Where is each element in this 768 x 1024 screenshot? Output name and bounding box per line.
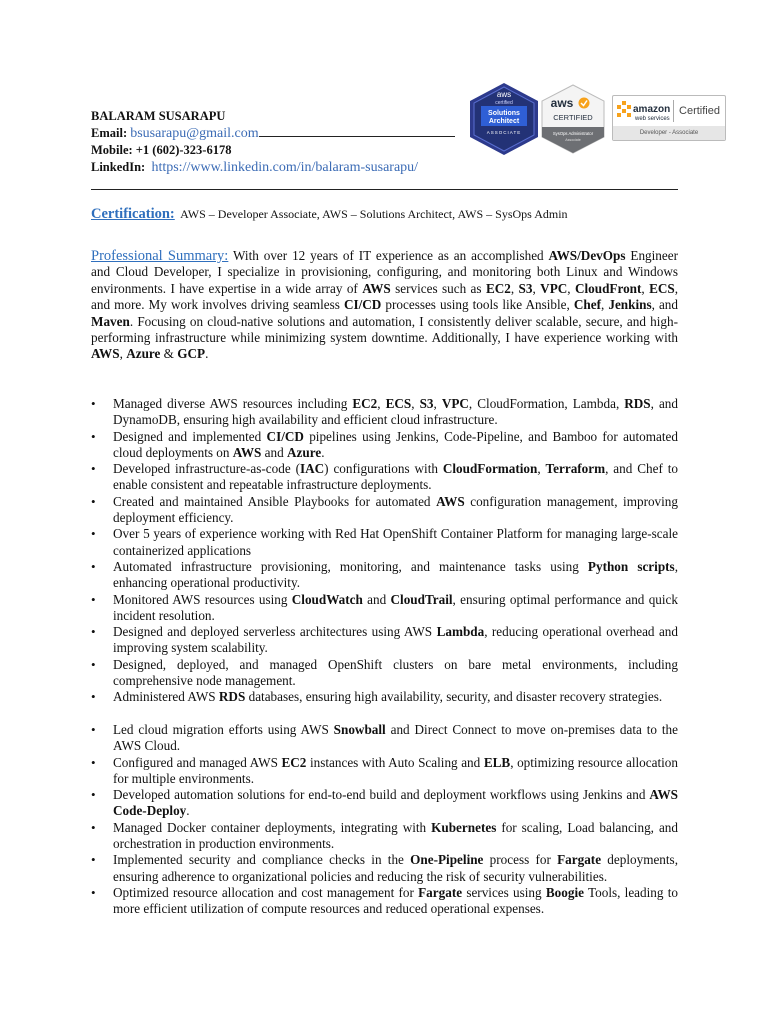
- bold-term: CloudFormation: [442, 461, 538, 477]
- bullet-icon: •: [91, 689, 96, 705]
- list-item: [91, 657, 678, 690]
- header-divider: [91, 189, 678, 190]
- text-run: Automated infrastructure provisioning, monitoring, and maintenance tasks using: [113, 558, 588, 574]
- list-item: [91, 559, 678, 592]
- b3-certified-text: Certified: [679, 105, 720, 117]
- text-run: pipelines using Jenkins, Code-Pipeline, and Bamboo for automated cloud deployments on: [113, 428, 678, 460]
- bold-term: Terraform: [545, 461, 606, 477]
- bold-term: Azure: [287, 444, 322, 460]
- bullet-icon: •: [91, 493, 96, 509]
- text-run: Managed Docker container deployments, integrating with: [113, 819, 432, 835]
- text-run: ,: [411, 396, 420, 411]
- bold-term: Lambda: [436, 624, 485, 640]
- bold-term: S3: [419, 396, 434, 411]
- bullet-icon: •: [91, 624, 96, 640]
- b2-level-text: Associate: [565, 138, 581, 142]
- bullet-icon: •: [91, 787, 96, 803]
- text-run: With over 12 years of IT experience as an accomplished: [228, 248, 549, 263]
- bold-term: ECS: [385, 396, 412, 411]
- bold-term: RDS: [218, 689, 246, 705]
- bold-term: CI/CD: [266, 428, 304, 444]
- text-run: Led cloud migration efforts using AWS: [113, 721, 334, 737]
- developer-associate-badge: [612, 95, 726, 141]
- text-run: ,: [537, 461, 546, 477]
- list-item: [91, 755, 678, 788]
- bullet-icon: •: [91, 884, 96, 900]
- text-run: Monitored AWS resources using: [113, 591, 292, 607]
- bold-term: CI/CD: [343, 297, 382, 313]
- linkedin-label: LinkedIn:: [91, 159, 146, 174]
- contact-header: [91, 108, 455, 176]
- bold-term: AWS: [91, 346, 120, 362]
- list-item: [91, 624, 678, 657]
- text-run: services using: [462, 884, 546, 900]
- email-line: [91, 125, 455, 143]
- text-run: Developed infrastructure-as-code (: [113, 461, 300, 477]
- bold-term: VPC: [441, 396, 469, 411]
- list-item: [91, 494, 678, 527]
- bold-term: Maven: [91, 313, 130, 329]
- bold-term: Fargate: [418, 884, 463, 900]
- bold-term: Azure: [126, 346, 161, 362]
- summary-text: [91, 248, 678, 361]
- bullet-icon: •: [91, 461, 96, 477]
- bold-term: VPC: [540, 280, 568, 296]
- bold-term: Kubernetes: [431, 819, 497, 835]
- text-run: , reducing operational overhead and improving system scalability.: [113, 624, 678, 656]
- text-run: services such as: [390, 280, 486, 296]
- bold-term: Python scripts: [587, 558, 675, 574]
- text-run: , ensuring optimal performance and quick incident resolution.: [113, 591, 678, 623]
- linkedin-line: [91, 159, 455, 177]
- text-run: Designed and deployed serverless architectures using AWS: [113, 624, 437, 640]
- text-run: Engineer and Cloud Developer, I specialize in provisioning, configuring, and monitoring both Linux and Windows environments. I have expertise in a wide array of: [91, 248, 679, 296]
- bold-term: IAC: [299, 461, 325, 477]
- text-run: Managed diverse AWS resources including: [113, 396, 353, 411]
- list-item: [91, 787, 678, 820]
- text-run: process for: [483, 852, 558, 868]
- text-run: Over 5 years of experience working with Red Hat OpenShift Container Platform for managing large-scale containerized applications: [113, 526, 678, 558]
- text-run: Designed, deployed, and managed OpenShift clusters on bare metal environments, including comprehensive node management.: [113, 656, 678, 689]
- b2-role-text: SysOps Administrator: [552, 131, 594, 136]
- text-run: Optimized resource allocation and cost management for: [113, 884, 419, 900]
- bold-term: One-Pipeline: [410, 852, 484, 868]
- b1-aws-text: aws: [496, 90, 512, 99]
- bold-term: AWS: [436, 493, 465, 509]
- list-item: [91, 396, 678, 429]
- text-run: Designed and implemented: [113, 428, 267, 444]
- bullet-icon: •: [91, 558, 96, 574]
- text-run: , and: [651, 297, 678, 313]
- text-run: ,: [641, 280, 650, 296]
- text-run: , and more. My work involves driving seamless: [91, 280, 679, 313]
- list-item: [91, 885, 678, 918]
- bullet-icon: •: [91, 526, 96, 542]
- email-underline: [259, 126, 455, 137]
- text-run: , enhancing operational productivity.: [113, 558, 678, 591]
- text-run: ,: [567, 280, 575, 296]
- experience-bullet-list: [91, 396, 678, 918]
- bold-term: GCP: [177, 346, 206, 362]
- bold-term: AWS: [232, 444, 262, 460]
- b1-line2-text: Architect: [488, 118, 520, 125]
- bullet-icon: •: [91, 428, 96, 444]
- sysops-administrator-badge: [540, 84, 606, 154]
- list-item: [91, 852, 678, 885]
- linkedin-link[interactable]: https://www.linkedin.com/in/balaram-susarapu/: [151, 159, 419, 175]
- text-run: .: [205, 346, 209, 362]
- text-run: , and Chef to enable consistent and repeatable infrastructure deployments.: [113, 461, 678, 493]
- list-item: [91, 461, 678, 494]
- text-run: Configured and managed AWS: [113, 754, 282, 770]
- text-run: .: [321, 444, 325, 460]
- text-run: processes using tools like Ansible,: [381, 297, 574, 313]
- bold-term: AWS/DevOps: [548, 248, 626, 263]
- b3-top: [613, 96, 725, 126]
- aws-logo-icon: [613, 96, 673, 126]
- b1-level-text: ASSOCIATE: [486, 130, 522, 135]
- text-run: &: [160, 346, 178, 362]
- bullet-icon: •: [91, 396, 96, 411]
- text-run: instances with Auto Scaling and: [306, 754, 484, 770]
- bold-term: ECS: [649, 280, 675, 296]
- text-run: deployments, ensuring adherence to organizational policies and reducing the risk of security vulnerabilities.: [113, 852, 678, 884]
- bold-term: EC2: [485, 280, 511, 296]
- b3-role-text: Developer - Associate: [613, 126, 725, 140]
- bullet-icon: •: [91, 852, 96, 868]
- bold-term: RDS: [624, 396, 651, 411]
- bold-term: EC2: [352, 396, 378, 411]
- bold-term: CloudTrail: [390, 591, 453, 607]
- list-item: [91, 592, 678, 625]
- b3-ws-text: web services: [635, 116, 670, 122]
- bold-term: EC2: [281, 754, 307, 770]
- bold-term: CloudFront: [574, 280, 642, 296]
- b2-aws-text: aws: [550, 96, 574, 110]
- text-run: .: [186, 803, 190, 819]
- list-item: [91, 820, 678, 853]
- bold-term: AWS Code-Deploy: [113, 787, 678, 819]
- text-run: configuration management, improving deployment efficiency.: [113, 493, 678, 526]
- text-run: , CloudFormation, Lambda,: [468, 396, 625, 411]
- summary-label: Professional Summary:: [91, 248, 229, 264]
- bullet-icon: •: [91, 754, 96, 770]
- solutions-architect-badge: [467, 82, 541, 156]
- certification-label: Certification:: [91, 206, 175, 222]
- text-run: and: [362, 591, 391, 607]
- text-run: Created and maintained Ansible Playbooks for automated: [113, 493, 437, 509]
- text-run: and: [261, 444, 288, 460]
- candidate-name: BALARAM SUSARAPU: [91, 109, 226, 123]
- text-run: , and DynamoDB, ensuring high availability and efficient cloud infrastructure.: [113, 396, 678, 428]
- bold-term: Chef: [573, 297, 601, 313]
- text-run: ,: [433, 396, 442, 411]
- email-label: Email:: [91, 125, 128, 140]
- list-item: [91, 526, 678, 559]
- bullet-icon: •: [91, 591, 96, 607]
- text-run: ) configurations with: [324, 461, 443, 477]
- bold-term: ELB: [483, 754, 511, 770]
- bold-term: CloudWatch: [291, 591, 363, 607]
- bold-term: Fargate: [557, 852, 602, 868]
- email-link[interactable]: bsusarapu@gmail.com: [130, 125, 259, 141]
- text-run: Tools, leading to more efficient utilization of compute resources and reduced operational expenses.: [113, 884, 678, 917]
- certification-line: [91, 206, 568, 223]
- list-item: [91, 689, 678, 722]
- text-run: ,: [600, 297, 609, 313]
- text-run: Administered AWS: [113, 689, 219, 705]
- text-run: . Focusing on cloud-native solutions and automation, I consistently deliver scalable, secure, and high-performing infrastructure while minimizing system downtime. Additionally, I have experience working with: [91, 313, 678, 346]
- bullet-icon: •: [91, 721, 96, 737]
- mobile-value: +1 (602)-323-6178: [135, 143, 232, 157]
- mobile-line: [91, 142, 455, 159]
- bold-term: Snowball: [333, 721, 386, 737]
- bullet-icon: •: [91, 656, 96, 672]
- certification-text: AWS – Developer Associate, AWS – Solutions Architect, AWS – SysOps Admin: [180, 207, 568, 221]
- text-run: Implemented security and compliance checks in the: [113, 852, 411, 868]
- text-run: ,: [532, 280, 541, 296]
- text-run: ,: [377, 396, 386, 411]
- mobile-label: Mobile:: [91, 143, 133, 157]
- text-run: , optimizing resource allocation for multiple environments.: [113, 754, 678, 786]
- list-item: [91, 429, 678, 462]
- bold-term: S3: [518, 280, 533, 296]
- text-run: ,: [510, 280, 519, 296]
- b2-certified-text: CERTIFIED: [553, 113, 593, 122]
- text-run: databases, ensuring high availability, security, and disaster recovery strategies.: [245, 689, 663, 705]
- text-run: ,: [119, 346, 127, 362]
- professional-summary: [91, 248, 678, 363]
- bold-term: Jenkins: [608, 297, 652, 313]
- b1-certified-text: certified: [495, 100, 513, 106]
- bold-term: AWS: [362, 280, 391, 296]
- text-run: Developed automation solutions for end-to-end build and deployment workflows using Jenkins and: [113, 787, 650, 803]
- bullet-icon: •: [91, 819, 96, 835]
- text-run: and Direct Connect to move on-premises data to the AWS Cloud.: [113, 721, 678, 754]
- list-item: [91, 722, 678, 755]
- bold-term: Boogie: [545, 884, 584, 900]
- b1-line1-text: Solutions: [488, 110, 520, 117]
- b3-amazon-text: amazon: [633, 104, 671, 115]
- text-run: for scaling, Load balancing, and orchestration in production environments.: [113, 819, 678, 852]
